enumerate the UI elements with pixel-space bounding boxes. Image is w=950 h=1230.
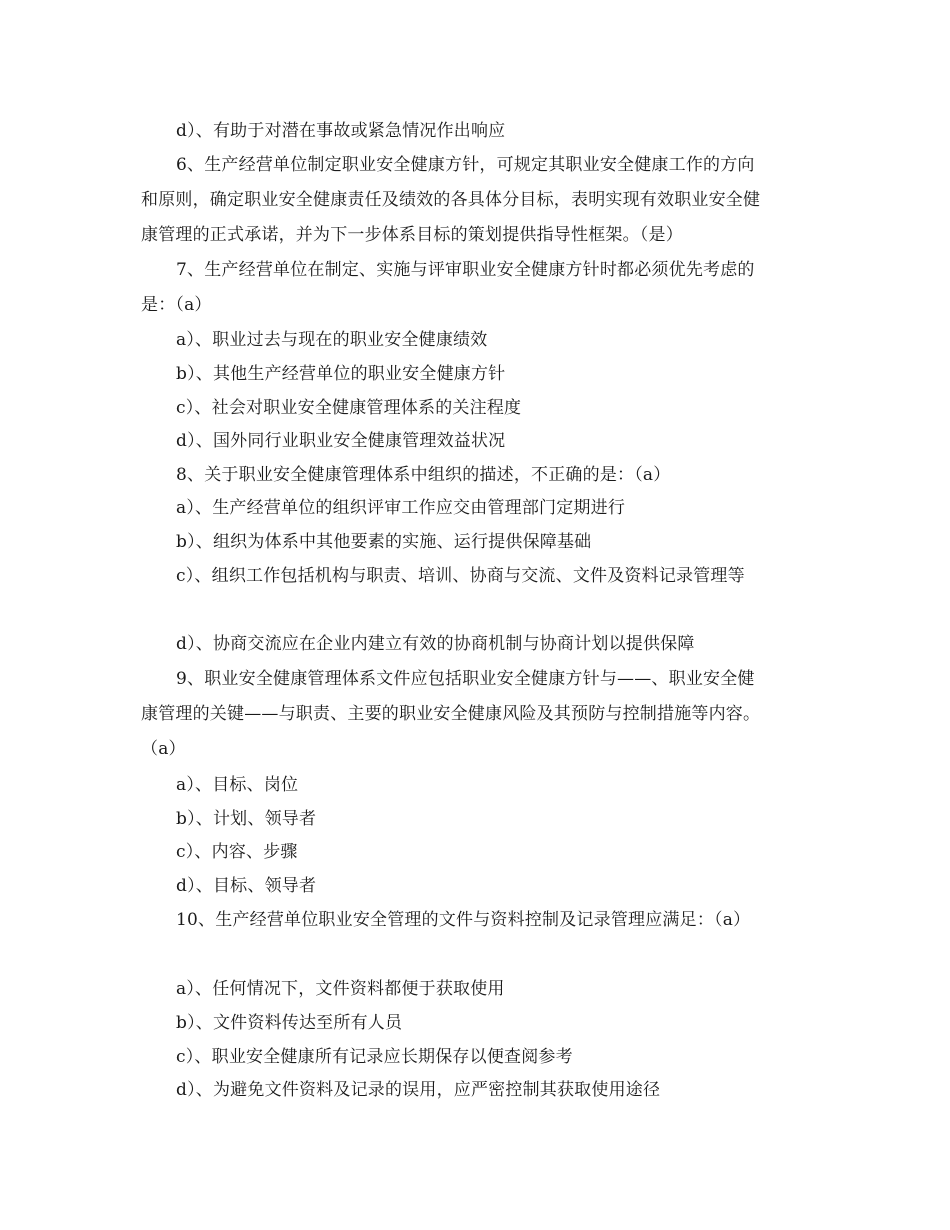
answer-option-b-q10: b）、文件资料传达至所有人员 <box>176 1013 403 1033</box>
answer-option-d-q5: d）、有助于对潜在事故或紧急情况作出响应 <box>176 121 506 141</box>
answer-option-a-q8: a）、生产经营单位的组织评审工作应交由管理部门定期进行 <box>176 498 626 518</box>
answer-option-c-q9: c）、内容、步骤 <box>176 842 298 862</box>
answer-option-d-q7: d）、国外同行业职业安全健康管理效益状况 <box>176 431 506 451</box>
answer-option-c-q7: c）、社会对职业安全健康管理体系的关注程度 <box>176 398 522 418</box>
answer-option-a-q7: a）、职业过去与现在的职业安全健康绩效 <box>176 330 488 350</box>
answer-option-b-q8: b）、组织为体系中其他要素的实施、运行提供保障基础 <box>176 532 592 552</box>
question-6-line-2: 和原则，确定职业安全健康责任及绩效的各具体分目标，表明实现有效职业安全健 <box>141 190 761 210</box>
question-7-line-1: 7、生产经营单位在制定、实施与评审职业安全健康方针时都必须优先考虑的 <box>176 260 755 280</box>
answer-option-b-q9: b）、计划、领导者 <box>176 809 317 829</box>
answer-option-c-q10: c）、职业安全健康所有记录应长期保存以便查阅参考 <box>176 1047 573 1067</box>
answer-option-d-q10: d）、为避免文件资料及记录的误用，应严密控制其获取使用途径 <box>176 1080 661 1100</box>
answer-option-a-q9: a）、目标、岗位 <box>176 775 299 795</box>
question-9-line-2: 康管理的关键——与职责、主要的职业安全健康风险及其预防与控制措施等内容。 <box>141 704 761 724</box>
question-6-line-1: 6、生产经营单位制定职业安全健康方针，可规定其职业安全健康工作的方向 <box>176 155 755 175</box>
question-9-line-1: 9、职业安全健康管理体系文件应包括职业安全健康方针与——、职业安全健 <box>176 669 755 689</box>
question-9-line-3: （a） <box>141 739 186 759</box>
answer-option-d-q8: d）、协商交流应在企业内建立有效的协商机制与协商计划以提供保障 <box>176 634 695 654</box>
answer-option-a-q10: a）、任何情况下，文件资料都便于获取使用 <box>176 979 505 999</box>
question-8: 8、关于职业安全健康管理体系中组织的描述，不正确的是：（a） <box>176 465 671 485</box>
answer-option-c-q8: c）、组织工作包括机构与职责、培训、协商与交流、文件及资料记录管理等 <box>176 566 745 586</box>
question-7-line-2: 是：（a） <box>141 295 212 315</box>
answer-option-b-q7: b）、其他生产经营单位的职业安全健康方针 <box>176 364 506 384</box>
answer-option-d-q9: d）、目标、领导者 <box>176 876 317 896</box>
question-6-line-3: 康管理的正式承诺，并为下一步体系目标的策划提供指导性框架。（是） <box>141 225 683 245</box>
question-10: 10、生产经营单位职业安全管理的文件与资料控制及记录管理应满足：（a） <box>176 910 751 930</box>
